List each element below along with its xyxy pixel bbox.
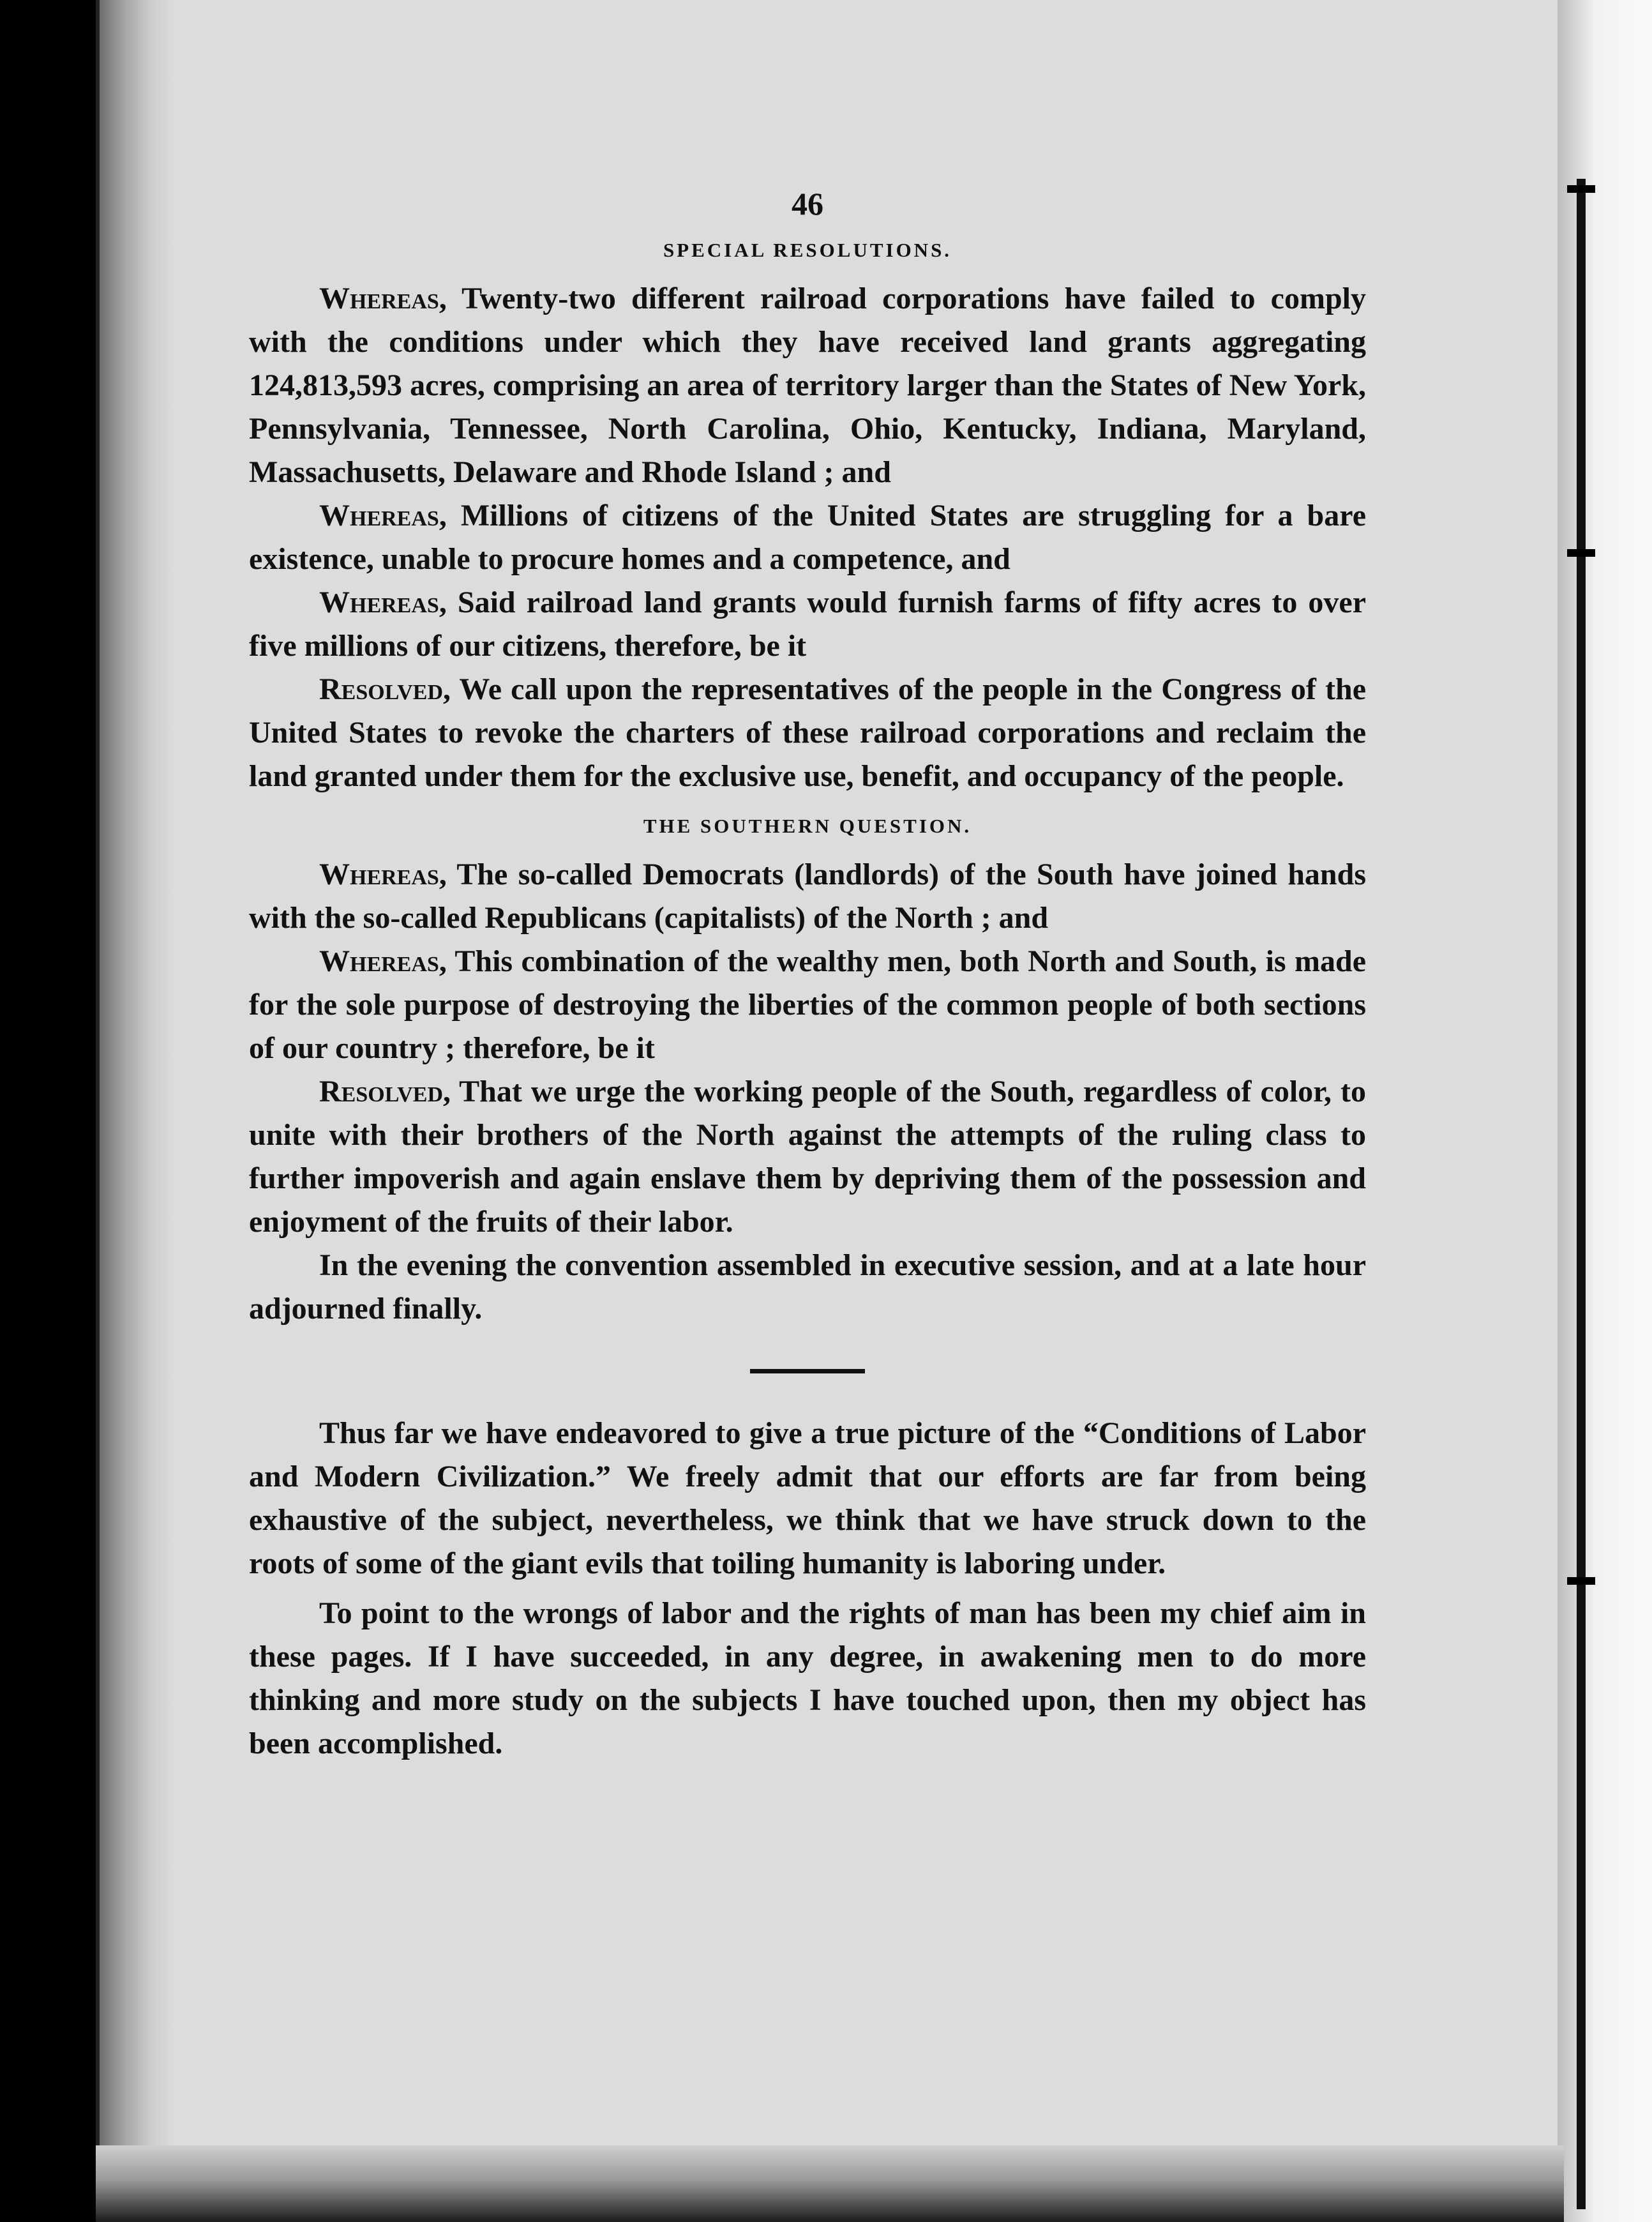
conclusion-paragraph: Thus far we have endeavored to give a true picture of the “Conditions of Labor and Modern Civilization.” We freely admit that our efforts are far from being exhaustive of the subject, nevertheless, we think that we have struck down to the roots of some of the giant evils that toiling humanity is laboring under. (249, 1416, 1366, 1580)
section-divider (750, 1369, 865, 1373)
page-number: 46 (792, 186, 823, 222)
page-edge-strip (1577, 179, 1586, 2209)
paragraph-text: Twenty-two different railroad corporations have failed to comply with the conditions under which they have received land grants aggregating 124,813,593 acres, comprising an area of territory larger than the States of New York, Pennsylvania, Tennessee, North Carolina, Ohio, Kentucky, Indiana, Maryland, Massachusetts, Delaware and Rhode Island ; and (249, 282, 1366, 489)
paragraph (249, 853, 1366, 940)
paragraph (249, 581, 1366, 668)
paragraph-text: We call upon the representatives of the people in the Congress of the United States to revoke the charters of these railroad corporations and reclaim the land granted under them for the exclusive use, benefit, and occupancy of the people. (249, 672, 1366, 793)
edge-mark (1567, 185, 1595, 193)
paragraph-text: Said railroad land grants would furnish farms of fifty acres to over five millions of our citizens, therefore, be it (249, 586, 1366, 663)
paragraph-text: The so-called Democrats (landlords) of the South have joined hands with the so-called Republicans (capitalists) of the North ; and (249, 858, 1366, 935)
paragraph-lead: Whereas, (319, 282, 447, 315)
paragraph-lead: Whereas, (319, 858, 447, 891)
conclusion-paragraph: To point to the wrongs of labor and the rights of man has been my chief aim in these pages. If I have succeeded, in any degree, in awakening men to do more thinking and more study on the subjects I have touched upon, then my object has been accomplished. (249, 1596, 1366, 1760)
paragraph (249, 277, 1366, 494)
paragraph-text: That we urge the working people of the South, regardless of color, to unite with their brothers of the North against the attempts of the ruling class to further impoverish and again enslave them by depriving them of the possession and enjoyment of the fruits of their labor. (249, 1075, 1366, 1239)
edge-mark (1567, 549, 1595, 557)
page-bottom-edge (96, 2145, 1564, 2222)
paragraph (249, 668, 1366, 798)
paragraph (249, 940, 1366, 1070)
section-heading: THE SOUTHERN QUESTION. (643, 815, 972, 837)
paragraph-lead: Whereas, (319, 944, 447, 978)
paragraph-lead: Resolved, (319, 672, 451, 706)
paragraph (249, 1070, 1366, 1244)
page-binding-shadow (96, 0, 176, 2222)
paragraph-text: Millions of citizens of the United States are struggling for a bare existence, unable to procure homes and a competence, and (249, 499, 1366, 576)
closing-paragraph: In the evening the convention assembled in executive session, and at a late hour adjourned finally. (249, 1248, 1366, 1326)
paragraph-text: This combination of the wealthy men, both North and South, is made for the sole purpose of destroying the liberties of the common people of both sections of our country ; therefore, be it (249, 944, 1366, 1065)
paragraph-lead: Whereas, (319, 586, 447, 619)
edge-mark (1567, 1577, 1595, 1585)
paragraph-lead: Whereas, (319, 499, 447, 533)
paragraph-lead: Resolved, (319, 1075, 451, 1108)
section-heading: SPECIAL RESOLUTIONS. (663, 239, 952, 261)
paragraph (249, 494, 1366, 581)
document-text (249, 185, 1366, 1765)
page-right-edge (1558, 0, 1652, 2222)
